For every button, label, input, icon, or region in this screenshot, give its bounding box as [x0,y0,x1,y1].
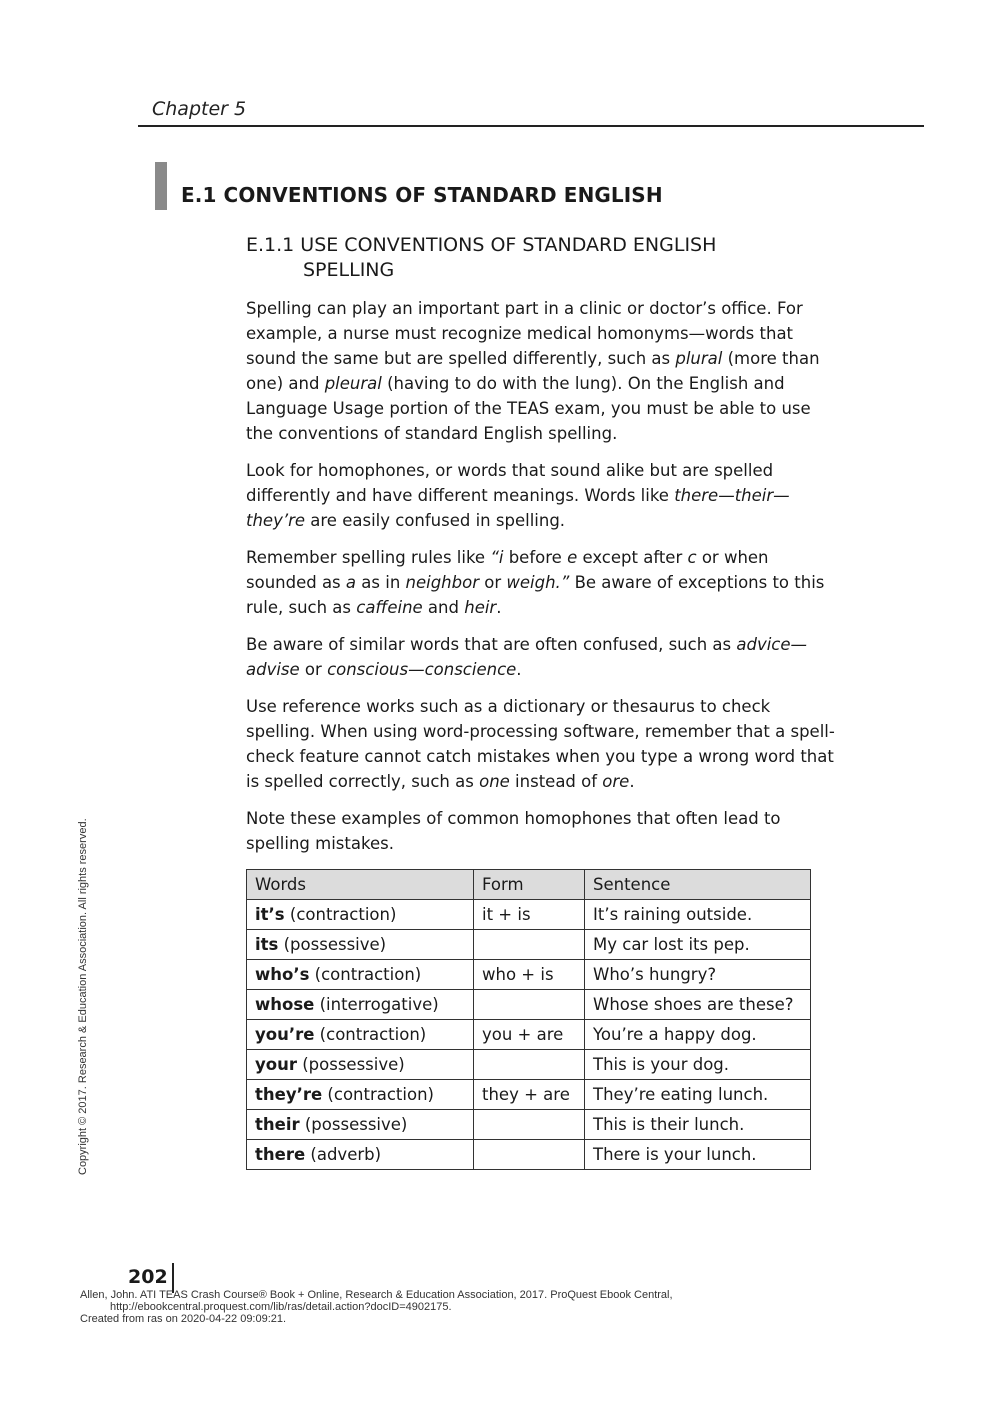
cell-sentence: You’re a happy dog. [585,1020,811,1050]
cell-sentence: There is your lunch. [585,1140,811,1170]
cell-sentence: My car lost its pep. [585,930,811,960]
section-title: E.1 CONVENTIONS OF STANDARD ENGLISH [181,183,663,207]
word-term: who’s [255,965,310,984]
cell-sentence: Whose shoes are these? [585,990,811,1020]
citation [80,1289,673,1325]
word-type: (possessive) [299,1115,408,1134]
word-term: they’re [255,1085,323,1104]
cell-sentence: This is your dog. [585,1050,811,1080]
word-term: there [255,1145,306,1164]
subsection-title-line1: E.1.1 USE CONVENTIONS OF STANDARD ENGLISH [246,234,717,256]
cell-word [247,990,474,1020]
cell-form: who + is [474,960,585,990]
cell-word [247,1110,474,1140]
cell-form: they + are [474,1080,585,1110]
cell-word [247,900,474,930]
word-type: (contraction) [314,1025,427,1044]
word-type: (contraction) [284,905,397,924]
cell-word [247,930,474,960]
column-header-sentence: Sentence [585,870,811,900]
copyright-notice: Copyright © 2017. Research & Education Association. All rights reserved. [77,818,89,1175]
word-type: (contraction) [322,1085,434,1104]
cell-word [247,1080,474,1110]
cell-sentence: They’re eating lunch. [585,1080,811,1110]
cell-sentence: Who’s hungry? [585,960,811,990]
word-type: (interrogative) [314,995,439,1014]
table-row [247,990,811,1020]
paragraph-homophones: Look for homophones, or words that sound alike but are spelled differently and have different meanings. Words like there—their—they’re are easily confused in spelling. [246,461,790,530]
section-marker-bar [155,162,167,210]
table-header-row [247,870,811,900]
citation-url: http://ebookcentral.proquest.com/lib/ras/detail.action?docID=4902175. [110,1301,452,1313]
word-term: its [255,935,279,954]
table-row [247,1020,811,1050]
word-term: whose [255,995,315,1014]
word-term: their [255,1115,300,1134]
paragraph-spelling-rules: Remember spelling rules like “i before e except after c or when sounded as a as in neighbor or weigh.” Be aware of exceptions to this rule, such as caffeine and heir. [246,548,825,617]
cell-word [247,1020,474,1050]
chapter-label: Chapter 5 [152,98,247,120]
subsection-title-line2: SPELLING [303,259,395,281]
word-type: (possessive) [296,1055,405,1074]
table-row [247,1140,811,1170]
column-header-words: Words [247,870,474,900]
word-term: your [255,1055,297,1074]
word-term: you’re [255,1025,315,1044]
homophones-table [246,869,811,1170]
cell-form [474,1110,585,1140]
paragraph-table-intro: Note these examples of common homophones that often lead to spelling mistakes. [246,809,781,853]
table-row [247,1110,811,1140]
cell-word [247,1140,474,1170]
cell-form [474,990,585,1020]
word-term: it’s [255,905,285,924]
word-type: (possessive) [278,935,387,954]
citation-created: Created from ras on 2020-04-22 09:09:21. [80,1313,287,1325]
paragraph-similar-words: Be aware of similar words that are often confused, such as advice—advise or conscious—conscience. [246,635,808,679]
body-text [246,296,836,868]
table-row [247,900,811,930]
cell-form [474,1140,585,1170]
cell-form [474,1050,585,1080]
word-type: (adverb) [305,1145,382,1164]
cell-sentence: This is their lunch. [585,1110,811,1140]
header-rule [138,125,924,127]
cell-form: it + is [474,900,585,930]
citation-line-1: Allen, John. ATI TEAS Crash Course® Book + Online, Research & Education Association, 2017. ProQuest Ebook Central, [80,1289,673,1301]
cell-word [247,1050,474,1080]
subsection-title [246,233,846,283]
page-number: 202 [128,1266,168,1288]
paragraph-reference-works: Use reference works such as a dictionary or thesaurus to check spelling. When using word-processing software, remember that a spell-check feature cannot catch mistakes when you type a wrong word that is spelled correctly, such as one instead of ore. [246,697,835,791]
column-header-form: Form [474,870,585,900]
table-row [247,930,811,960]
paragraph-intro: Spelling can play an important part in a clinic or doctor’s office. For example, a nurse must recognize medical homonyms—words that sound the same but are spelled differently, such as plural (more than one) and pleural (having to do with the lung). On the English and Language Usage portion of the TEAS exam, you must be able to use the conventions of standard English spelling. [246,299,820,443]
table-row [247,960,811,990]
cell-word [247,960,474,990]
cell-form: you + are [474,1020,585,1050]
table-row [247,1050,811,1080]
cell-form [474,930,585,960]
cell-sentence: It’s raining outside. [585,900,811,930]
table-row [247,1080,811,1110]
word-type: (contraction) [309,965,422,984]
